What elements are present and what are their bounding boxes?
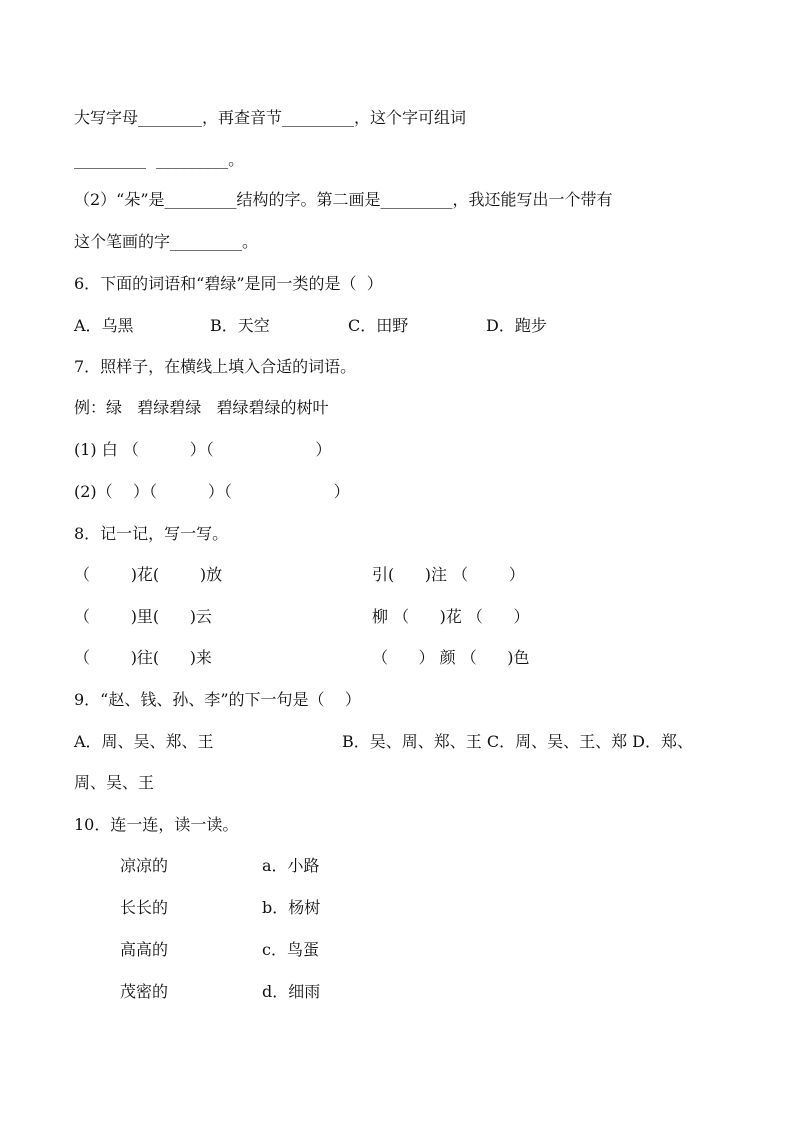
- question-9: 9．“赵、钱、孙、李”的下一句是（ ）: [74, 690, 361, 709]
- q5-part1-line1: 大写字母________，再查音节_________，这个字可组词: [74, 108, 467, 127]
- match-right-item: b．杨树: [262, 898, 321, 917]
- question-10: 10．连一连，读一读。: [74, 815, 239, 834]
- q8-row2-right: 柳 （ )花 （ ）: [372, 607, 530, 626]
- question-6: 6．下面的词语和“碧绿”是同一类的是（ ）: [74, 274, 383, 293]
- q8-row3-right: （ ） 颜 （ )色: [372, 648, 530, 667]
- q6-option-d: D．跑步: [486, 316, 547, 335]
- q9-option-a: A．周、吴、郑、王: [74, 732, 214, 751]
- q6-option-c: C．田野: [348, 316, 409, 335]
- q6-option-b: B．天空: [210, 316, 270, 335]
- q7-example: 例：绿 碧绿碧绿 碧绿碧绿的树叶: [74, 398, 329, 417]
- match-left-item: 高高的: [120, 940, 169, 959]
- q8-row1-left: （ )花( )放: [74, 565, 223, 584]
- q7-item-2: (2)（ ）（ ）（ ）: [74, 482, 350, 501]
- q5-part2-line1: （2）“朵”是_________结构的字。第二画是_________，我还能写出一个带有: [74, 190, 613, 209]
- q7-item-1: (1) 白 （ ）（ ）: [74, 440, 332, 459]
- q5-part2-line2: 这个笔画的字_________。: [74, 232, 259, 251]
- q9-options-bcd: B．吴、周、郑、王 C．周、吴、王、郑 D．郑、: [342, 732, 694, 751]
- q6-option-a: A．乌黑: [74, 316, 134, 335]
- match-right-item: d．细雨: [262, 982, 321, 1001]
- q5-part1-line2: _________ _________。: [74, 150, 245, 169]
- question-7: 7．照样子，在横线上填入合适的词语。: [74, 357, 357, 376]
- q8-row1-right: 引( )注 （ ）: [372, 565, 525, 584]
- match-right-item: a．小路: [262, 856, 320, 875]
- match-left-item: 茂密的: [120, 982, 169, 1001]
- match-left-item: 长长的: [120, 898, 169, 917]
- q8-row2-left: （ )里( )云: [74, 607, 212, 626]
- match-left-item: 凉凉的: [120, 856, 169, 875]
- q8-row3-left: （ )往( )来: [74, 648, 212, 667]
- match-right-item: c．鸟蛋: [262, 940, 319, 959]
- question-8: 8．记一记，写一写。: [74, 524, 229, 543]
- q9-option-d-continued: 周、吴、王: [74, 773, 155, 792]
